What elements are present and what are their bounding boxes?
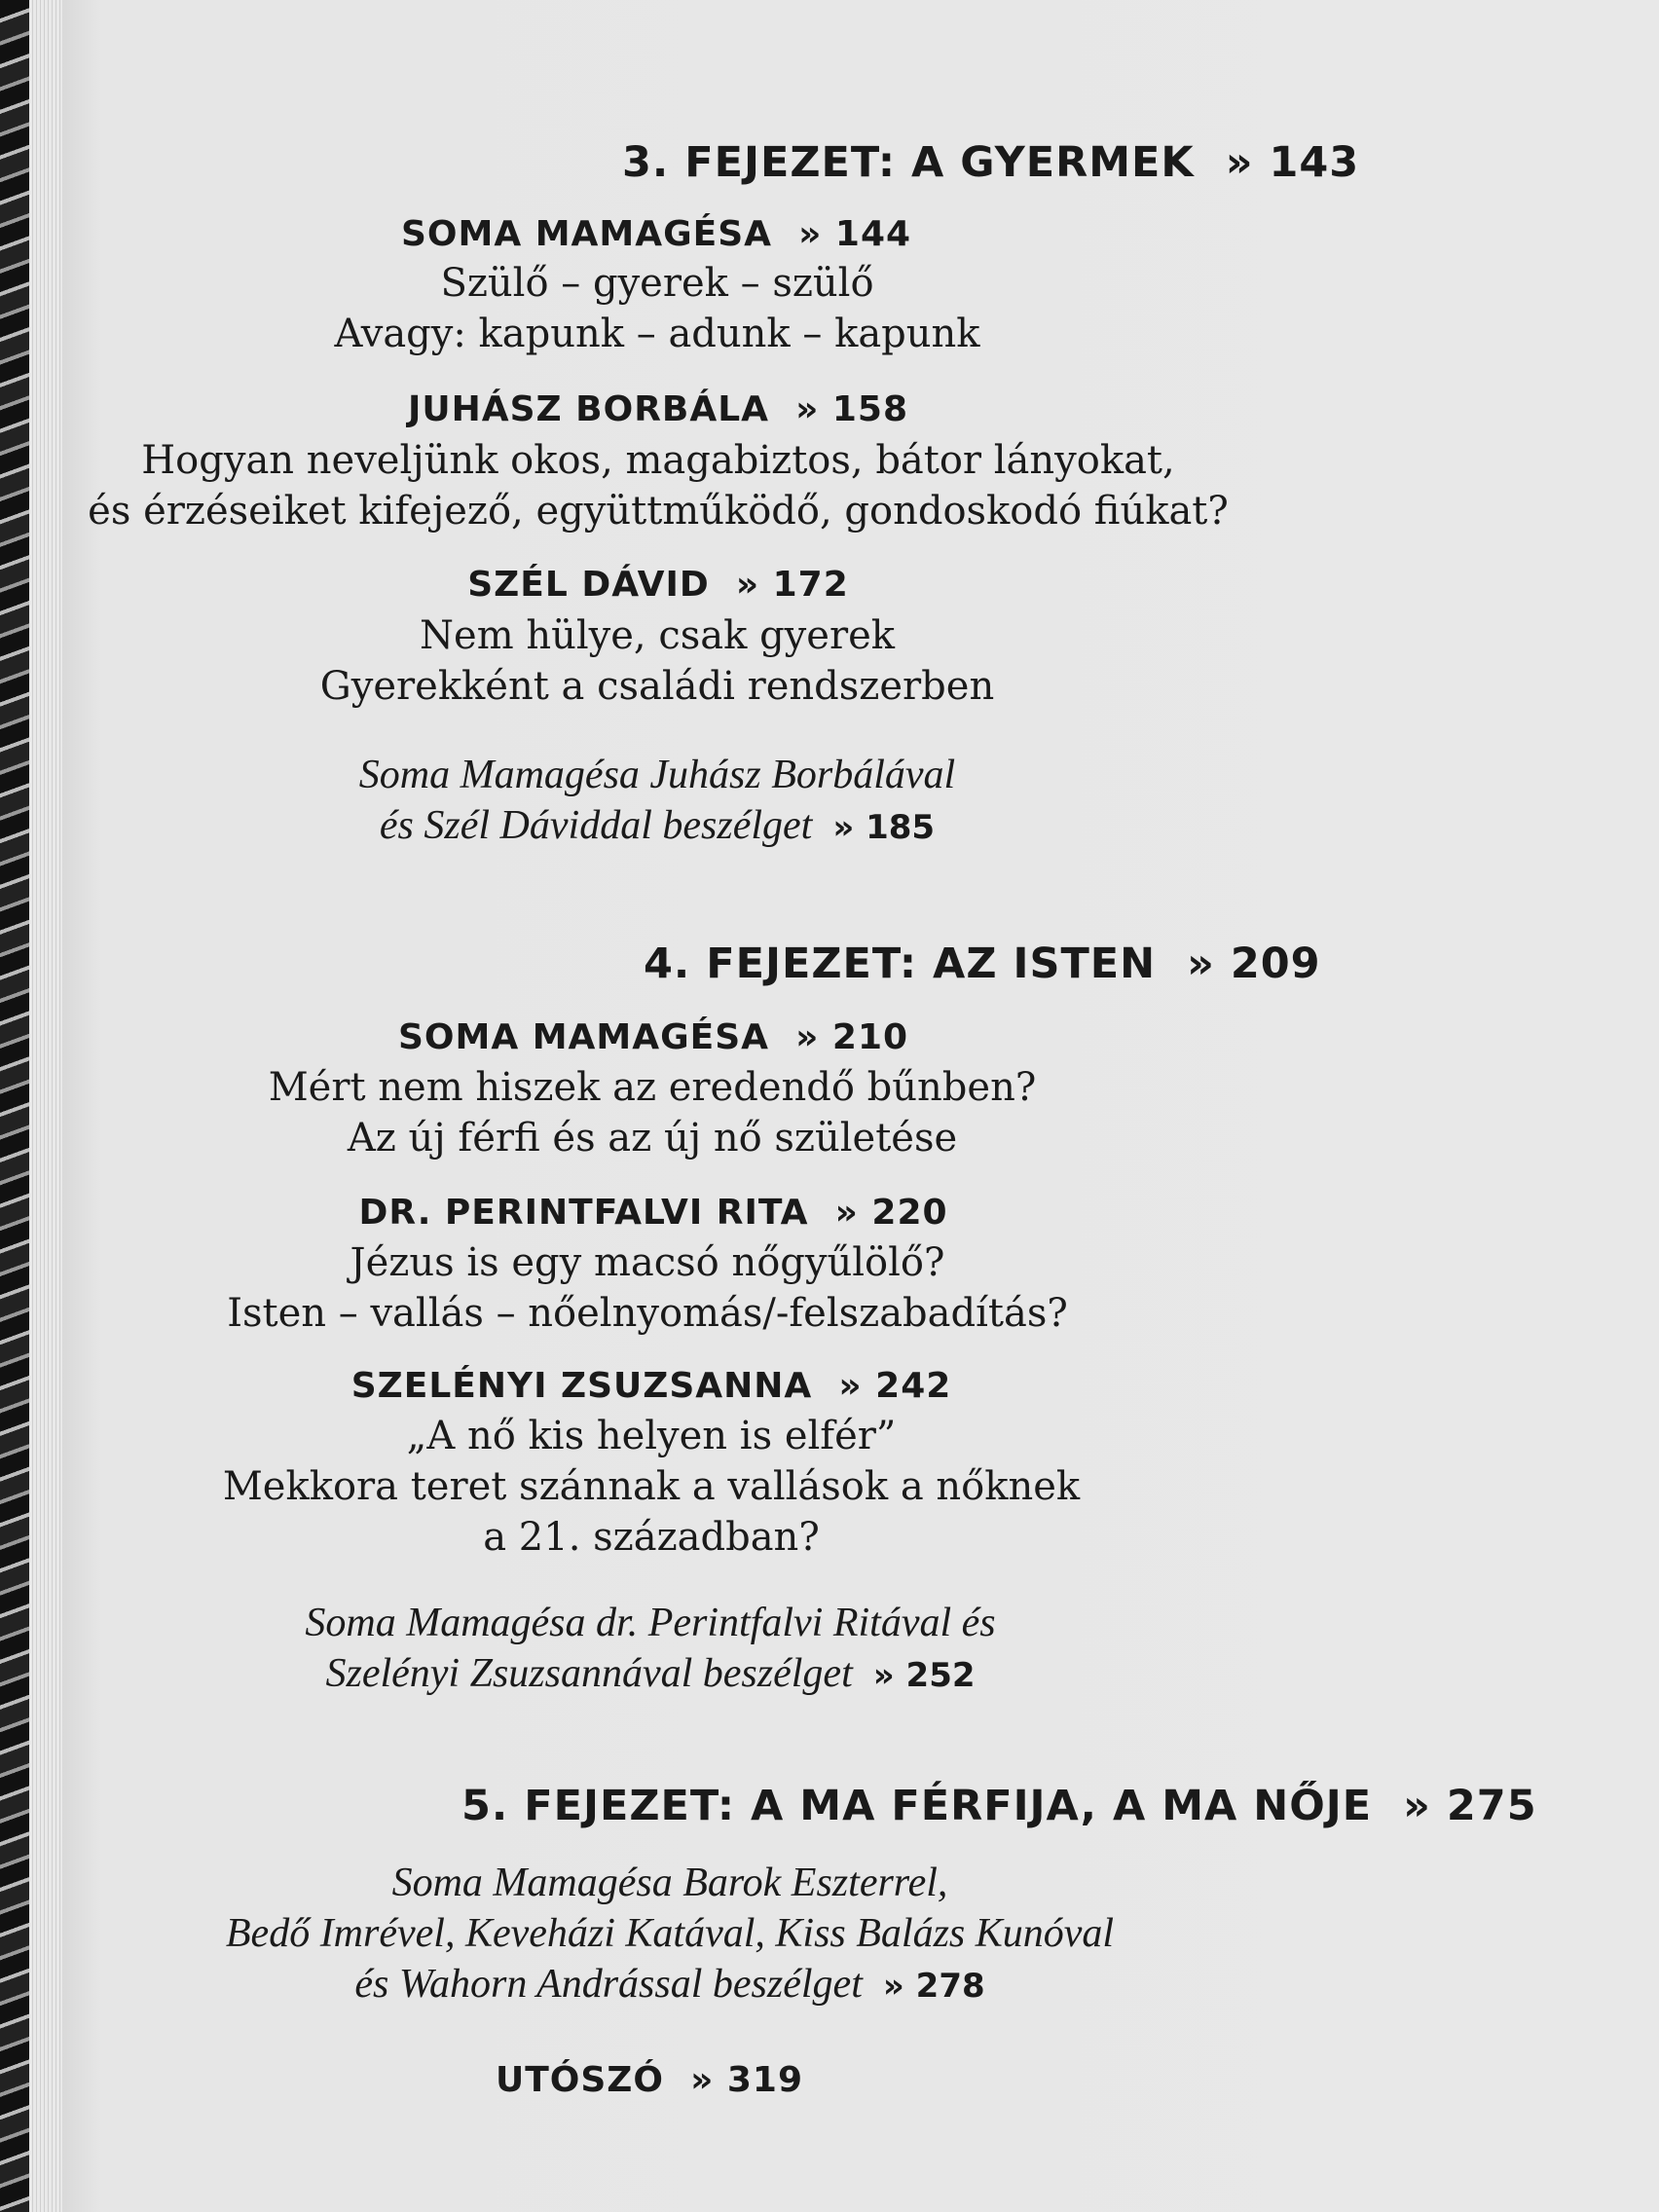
chapter-5-heading <box>461 1782 1537 1830</box>
conversation-line: Soma Mamagésa dr. Perintfalvi Ritával és <box>305 1601 996 1645</box>
chapter-3-heading <box>622 138 1359 187</box>
toc-subtitle: Jézus is egy macsó nőgyűlölő? <box>350 1240 945 1285</box>
toc-subtitle: Avagy: kapunk – adunk – kapunk <box>334 312 980 356</box>
toc-subtitle: és érzéseiket kifejező, együttműködő, gondoskodó fiúkat? <box>88 489 1229 534</box>
toc-subtitle: Szülő – gyerek – szülő <box>440 261 874 306</box>
toc-subtitle: Hogyan neveljünk okos, magabiztos, bátor lányokat, <box>141 438 1175 483</box>
toc-subtitle: Isten – vallás – nőelnyomás/-felszabadítás? <box>227 1291 1068 1336</box>
toc-subtitle: „A nő kis helyen is elfér” <box>406 1414 897 1458</box>
table-of-contents <box>62 0 1659 2212</box>
chapter-title: 5. FEJEZET: A MA FÉRFIJA, A MA NŐJE <box>461 1782 1373 1830</box>
toc-author: JUHÁSZ BORBÁLA » 158 <box>407 389 909 429</box>
conversation-line: és Wahorn Andrással beszélget » 278 <box>354 1962 985 2007</box>
conversation-line: Szelényi Zsuzsannával beszélget » 252 <box>325 1651 976 1696</box>
toc-author: SOMA MAMAGÉSA » 210 <box>397 1017 909 1057</box>
epilogue-entry: UTÓSZÓ » 319 <box>495 2060 804 2100</box>
chapter-page: » 275 <box>1403 1782 1537 1830</box>
chapter-page: » 143 <box>1225 138 1360 187</box>
chapter-4-heading <box>644 940 1321 988</box>
toc-subtitle: a 21. században? <box>483 1515 820 1560</box>
toc-subtitle: Gyerekként a családi rendszerben <box>319 664 995 709</box>
chapter-title: 4. FEJEZET: AZ ISTEN <box>644 940 1157 988</box>
book-page <box>62 0 1659 2212</box>
chapter-page: » 209 <box>1187 940 1321 988</box>
toc-subtitle: Nem hülye, csak gyerek <box>420 613 895 658</box>
toc-subtitle: Mért nem hiszek az eredendő bűnben? <box>268 1065 1037 1110</box>
conversation-line: Soma Mamagésa Barok Eszterrel, <box>391 1861 948 1905</box>
conversation-line: Bedő Imrével, Keveházi Katával, Kiss Balázs Kunóval <box>225 1911 1115 1956</box>
toc-author: SZÉL DÁVID » 172 <box>467 565 849 605</box>
chapter-title: 3. FEJEZET: A GYERMEK <box>622 138 1195 187</box>
toc-author: DR. PERINTFALVI RITA » 220 <box>358 1193 948 1233</box>
toc-subtitle: Mekkora teret szánnak a vallások a nőknek <box>222 1464 1081 1509</box>
conversation-line: és Szél Dáviddal beszélget » 185 <box>379 803 936 848</box>
toc-author: SZELÉNYI ZSUZSANNA » 242 <box>350 1366 952 1406</box>
toc-author: SOMA MAMAGÉSA » 144 <box>400 214 912 254</box>
conversation-line: Soma Mamagésa Juhász Borbálával <box>358 753 956 797</box>
toc-subtitle: Az új férfi és az új nő születése <box>347 1116 958 1161</box>
